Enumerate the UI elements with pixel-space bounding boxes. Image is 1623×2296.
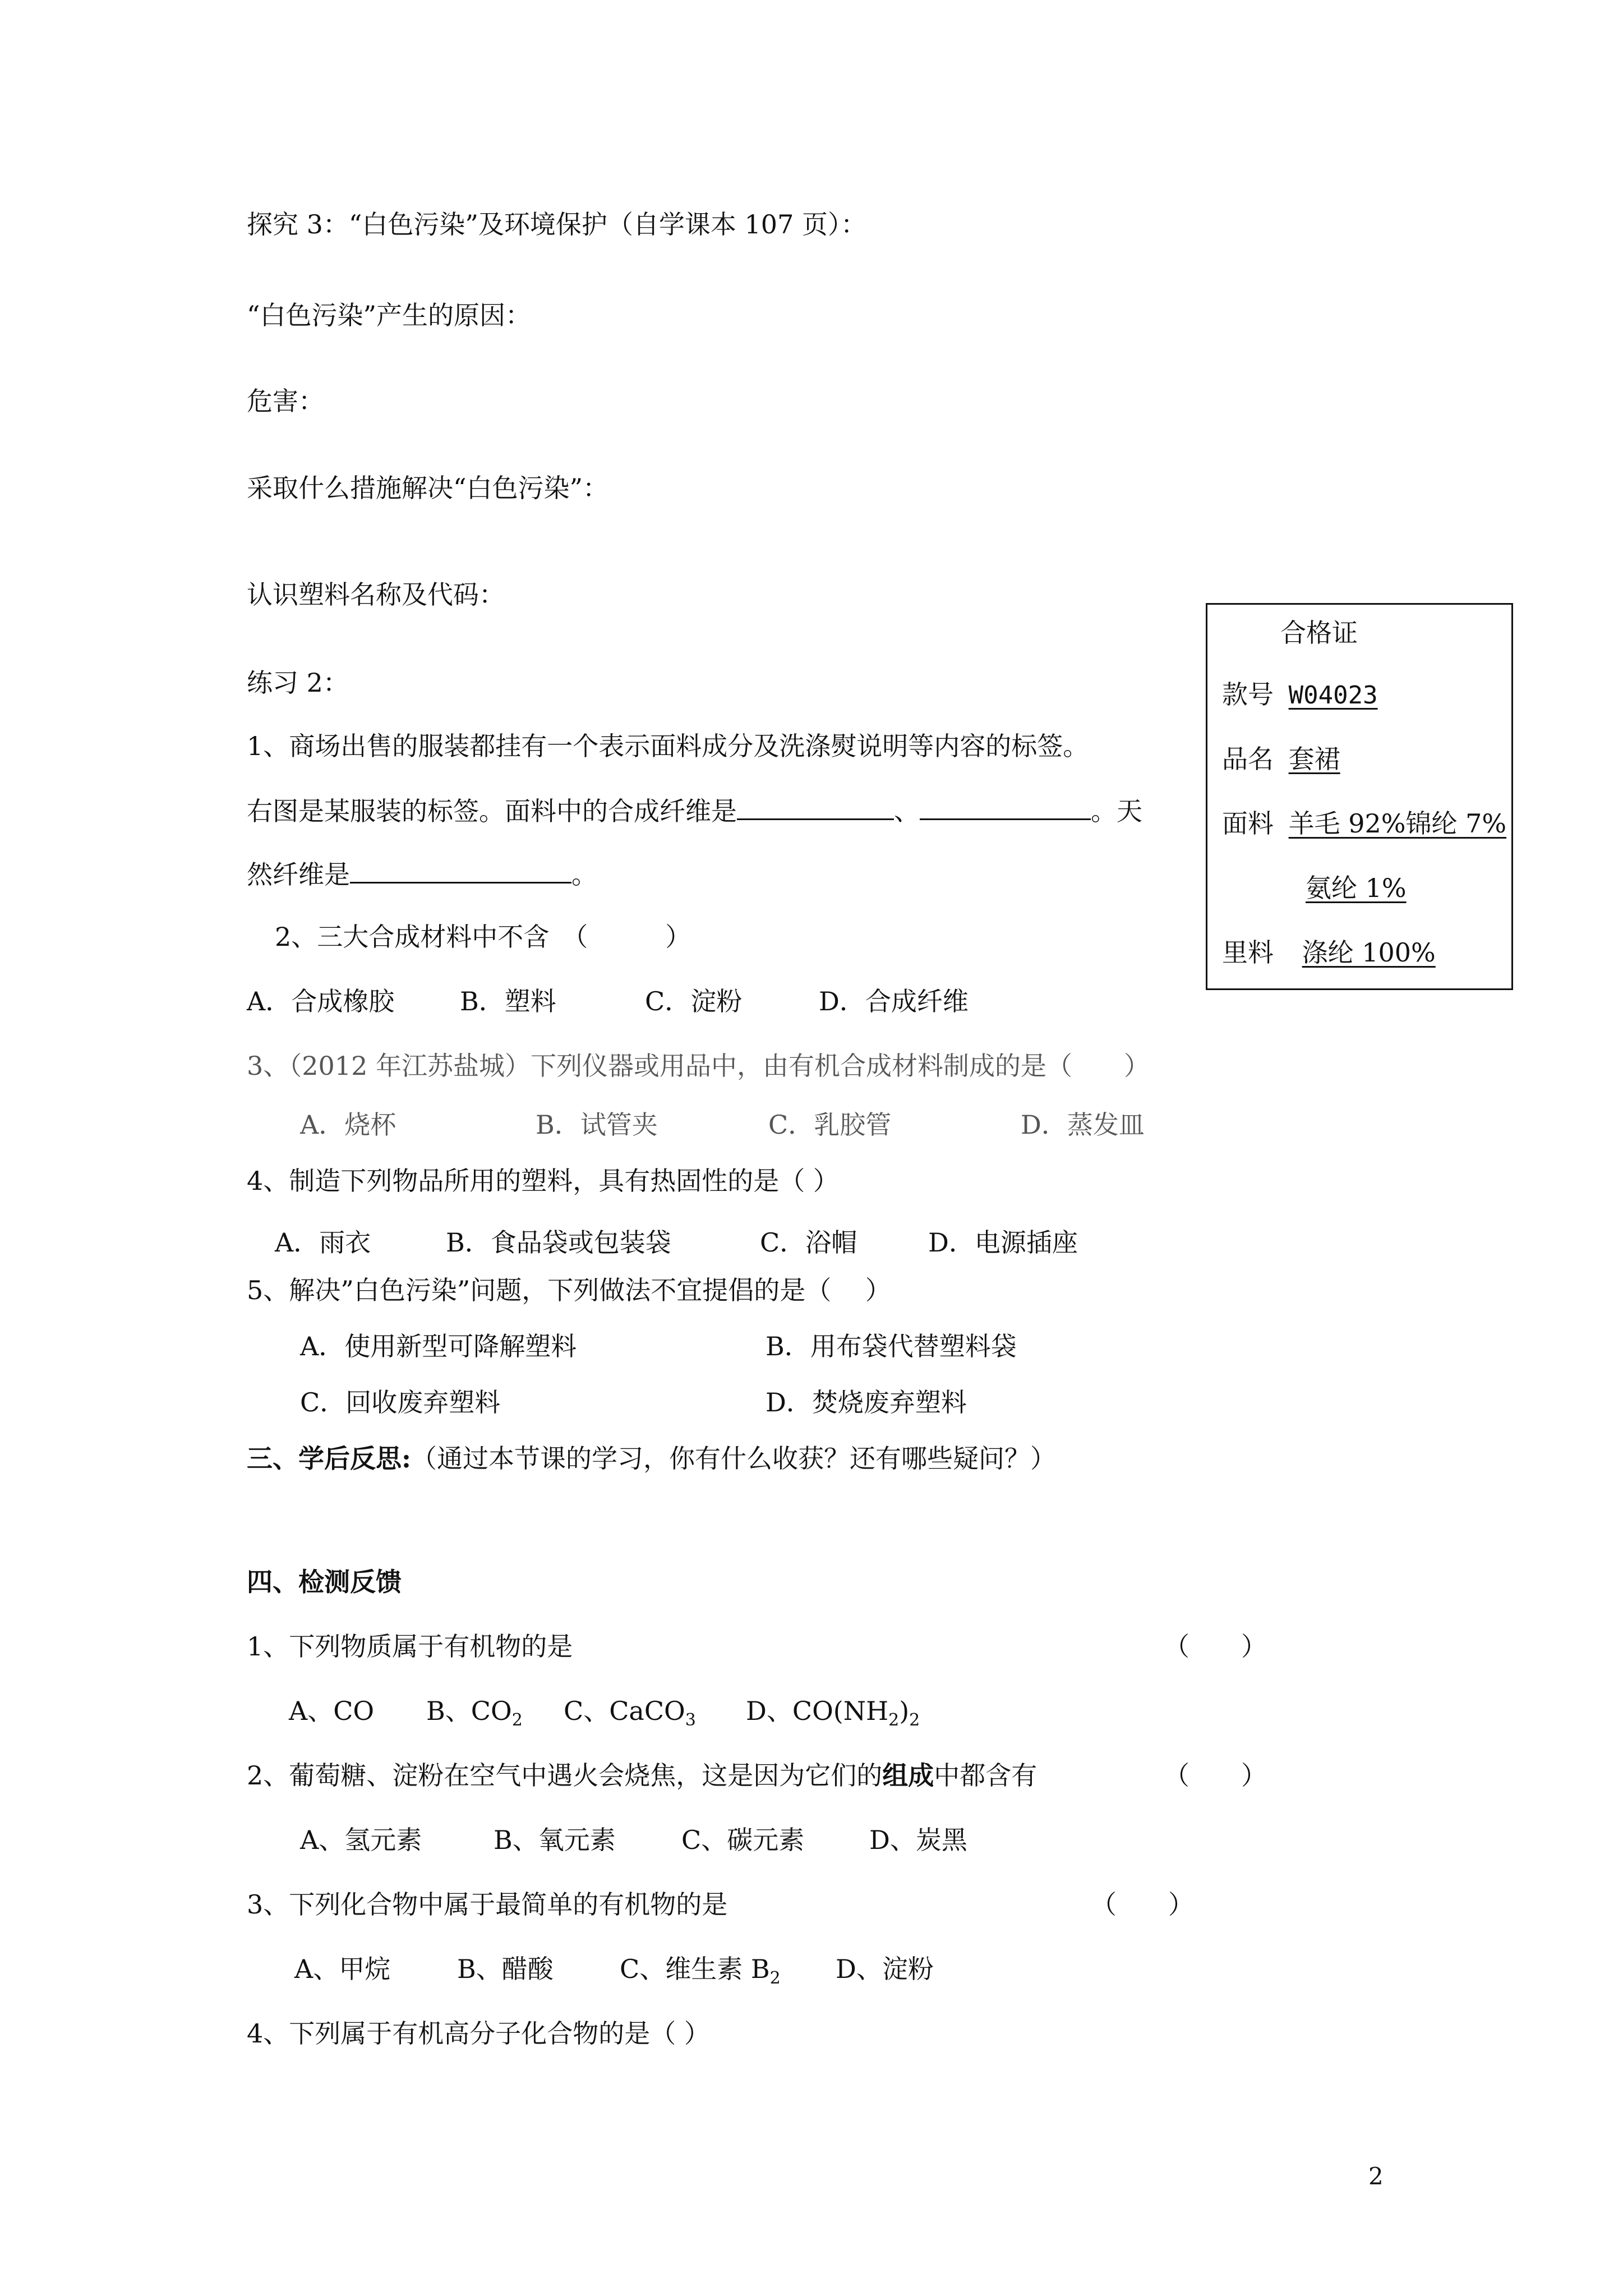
style-label: 款号	[1222, 679, 1274, 710]
option-b[interactable]: B．塑料	[460, 986, 556, 1016]
q1-line3-text-b: 。	[571, 859, 597, 890]
option-c-sub: 3	[685, 1710, 696, 1730]
label-lining-row	[1222, 936, 1436, 969]
q2-stem-bold: 组成	[882, 1760, 934, 1791]
option-c-text: C、CaCO	[564, 1696, 685, 1726]
feedback-q4-stem: 4、下列属于有机高分子化合物的是（ ）	[247, 2018, 710, 2049]
name-value: 套裙	[1288, 744, 1340, 774]
fabric-label: 面料	[1222, 808, 1274, 839]
feedback-q3-bracket: （ ）	[1091, 1889, 1194, 1920]
explore3-heading: 探究 3：“白色污染”及环境保护（自学课本 107 页）：	[247, 209, 866, 240]
option-c[interactable]: C．回收废弃塑料	[300, 1387, 501, 1418]
option-a[interactable]: A．使用新型可降解塑料	[300, 1331, 577, 1361]
option-d-sub-2: 2	[909, 1710, 920, 1730]
exercise2-q1-line3	[247, 857, 597, 891]
exercise2-q5-options-row2	[300, 1386, 967, 1419]
synthetic-fiber-blank-2[interactable]	[920, 794, 1091, 820]
q1-line2-text-a: 右图是某服装的标签。面料中的合成纤维是	[247, 796, 737, 826]
feedback-q2-bracket: （ ）	[1164, 1760, 1267, 1791]
option-b[interactable]	[426, 1694, 564, 1737]
synthetic-fiber-blank-1[interactable]	[737, 794, 894, 820]
natural-fiber-blank[interactable]	[350, 857, 571, 884]
feedback-q1-bracket: （ ）	[1164, 1631, 1267, 1662]
feedback-heading: 四、检测反馈	[247, 1567, 402, 1597]
exercise2-q3-stem: 3、（2012 年江苏盐城）下列仪器或用品中，由有机合成材料制成的是（ ）	[247, 1051, 1150, 1081]
option-d[interactable]: D．电源插座	[928, 1227, 1078, 1258]
feedback-q3-options	[294, 1952, 934, 1995]
explore3-plastic-codes: 认识塑料名称及代码：	[247, 579, 505, 610]
option-a[interactable]: A．合成橡胶	[247, 986, 395, 1016]
feedback-q3-stem: 3、下列化合物中属于最简单的有机物的是	[247, 1889, 728, 1920]
option-d[interactable]	[746, 1694, 920, 1737]
option-d[interactable]: D．蒸发皿	[1021, 1110, 1145, 1140]
exercise2-q2-options	[247, 984, 969, 1018]
feedback-q2-options	[300, 1823, 967, 1857]
option-a[interactable]: A．雨衣	[275, 1227, 371, 1258]
option-d-text-close: )	[899, 1696, 910, 1726]
option-c[interactable]: C、碳元素	[681, 1825, 805, 1855]
option-b-sub: 2	[511, 1710, 523, 1730]
option-c-sub: 2	[769, 1968, 781, 1988]
option-d[interactable]: D、淀粉	[836, 1954, 934, 1984]
q1-line3-text-a: 然纤维是	[247, 859, 350, 890]
label-style-row	[1222, 678, 1378, 712]
option-a[interactable]: A、CO	[289, 1696, 375, 1726]
option-b[interactable]: B．用布袋代替塑料袋	[766, 1331, 1017, 1361]
option-c[interactable]	[564, 1694, 746, 1737]
q2-stem-a: 2、葡萄糖、淀粉在空气中遇火会烧焦，这是因为它们的	[247, 1760, 883, 1791]
option-c[interactable]: C．淀粉	[645, 986, 743, 1016]
exercise2-title: 练习 2：	[247, 668, 349, 698]
name-label: 品名	[1222, 744, 1274, 774]
page-number: 2	[1368, 2162, 1384, 2190]
option-a[interactable]: A．烧杯	[300, 1110, 396, 1140]
option-d[interactable]: D．焚烧废弃塑料	[766, 1387, 967, 1418]
reflection-heading: 三、学后反思:	[247, 1443, 411, 1474]
feedback-q2-stem	[247, 1759, 1037, 1792]
option-a[interactable]: A、氢元素	[300, 1825, 422, 1855]
feedback-q1-stem: 1、下列物质属于有机物的是	[247, 1631, 573, 1662]
explore3-cause: “白色污染”产生的原因：	[247, 300, 532, 330]
reflection-text: （通过本节课的学习，你有什么收获？还有哪些疑问？）	[411, 1443, 1056, 1474]
explore3-measures: 采取什么措施解决“白色污染”：	[247, 473, 609, 503]
option-d-text: D、CO(NH	[746, 1696, 889, 1726]
lining-label: 里料	[1222, 937, 1274, 968]
fabric-value-1: 羊毛 92%锦纶 7%	[1288, 808, 1507, 839]
exercise2-q2-stem: 2、三大合成材料中不含 （ ）	[275, 922, 691, 952]
option-a[interactable]: A、甲烷	[294, 1954, 391, 1984]
option-c-text: C、维生素 B	[620, 1954, 770, 1984]
exercise2-q1-line1: 1、商场出售的服装都挂有一个表示面料成分及洗涤熨说明等内容的标签。	[247, 731, 1089, 761]
q1-line2-text-b: 。天	[1091, 796, 1142, 826]
reflection-section	[247, 1442, 1056, 1475]
label-name-row	[1222, 742, 1340, 776]
explore3-harm: 危害：	[247, 386, 324, 416]
exercise2-q4-options	[275, 1226, 1078, 1259]
fabric-value-2: 氨纶 1%	[1306, 873, 1407, 903]
option-c[interactable]: C．浴帽	[760, 1227, 857, 1258]
option-d-sub-1: 2	[888, 1710, 900, 1730]
option-c[interactable]	[620, 1952, 836, 1995]
q1-line2-sep: 、	[894, 796, 920, 826]
option-b[interactable]: B、氧元素	[494, 1825, 616, 1855]
option-b[interactable]: B．试管夹	[536, 1110, 658, 1140]
label-card-title: 合格证	[1280, 618, 1358, 648]
label-fabric-row	[1222, 807, 1506, 840]
feedback-q1-options	[289, 1694, 920, 1737]
option-c[interactable]: C．乳胶管	[768, 1110, 892, 1140]
q2-stem-b: 中都含有	[934, 1760, 1038, 1791]
garment-label-card	[1206, 603, 1513, 990]
label-fabric-row-2	[1306, 871, 1407, 905]
exercise2-q3-options	[300, 1108, 1145, 1142]
option-d[interactable]: D．合成纤维	[819, 986, 969, 1016]
exercise2-q4-stem: 4、制造下列物品所用的塑料，具有热固性的是（ ）	[247, 1166, 839, 1196]
exercise2-q5-stem: 5、解决”白色污染”问题，下列做法不宜提倡的是（ ）	[247, 1275, 891, 1305]
option-b-text: B、CO	[426, 1696, 512, 1726]
lining-value: 涤纶 100%	[1302, 937, 1436, 968]
option-b[interactable]: B、醋酸	[457, 1954, 554, 1984]
option-d[interactable]: D、炭黑	[869, 1825, 967, 1855]
exercise2-q5-options-row1	[300, 1329, 1017, 1363]
style-value: W04023	[1288, 681, 1378, 710]
option-b[interactable]: B．食品袋或包装袋	[446, 1227, 671, 1258]
exercise2-q1-line2	[247, 794, 1142, 828]
